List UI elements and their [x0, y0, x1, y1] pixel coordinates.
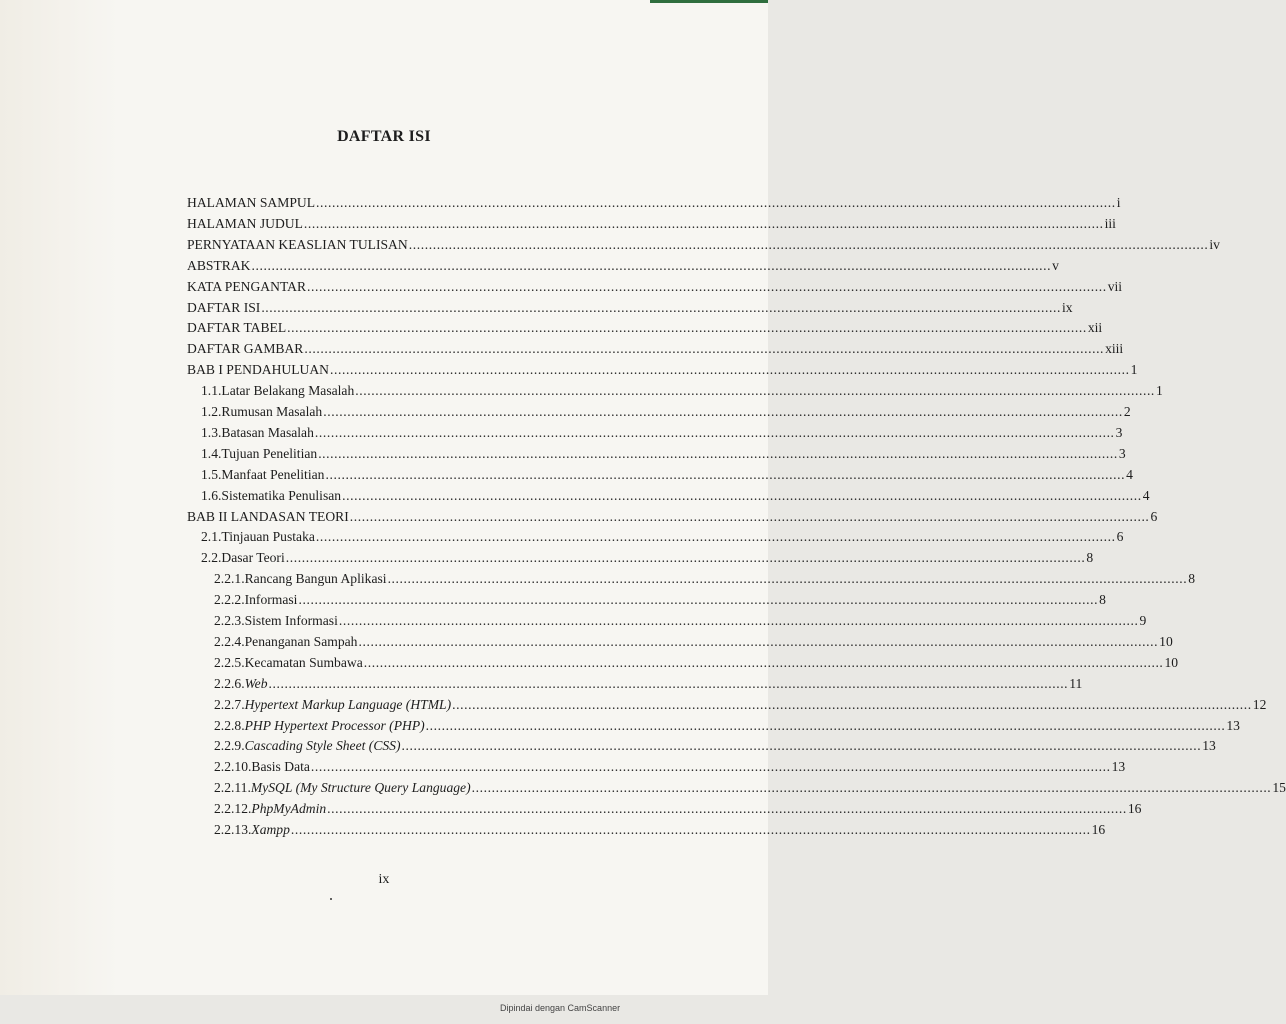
toc-entry [187, 507, 1158, 527]
toc-entry [187, 214, 1116, 234]
toc-entry [201, 465, 1133, 485]
toc-entry-label: Web [244, 675, 268, 691]
toc-entry-number: 2.2.2. [214, 592, 245, 608]
toc-entry-number: 1.5. [201, 466, 222, 482]
toc-entry [214, 653, 1179, 673]
toc-dot-leader: ........................................................................................................................................................................................................ [327, 801, 1127, 817]
toc-dot-leader: ........................................................................................................................................................................................................ [425, 717, 1226, 733]
toc-entry-label: Basis Data [251, 759, 310, 775]
toc-dot-leader: ........................................................................................................................................................................................................ [298, 592, 1099, 608]
toc-entry [201, 527, 1124, 547]
toc-dot-leader: ........................................................................................................................................................................................................ [349, 508, 1150, 524]
toc-dot-leader: ........................................................................................................................................................................................................ [355, 383, 1155, 399]
toc-entry [214, 590, 1106, 610]
toc-dot-leader: ........................................................................................................................................................................................................ [287, 320, 1087, 336]
toc-entry-label: Xampp [251, 822, 290, 837]
toc-dot-leader: ........................................................................................................................................................................................................ [342, 487, 1142, 503]
toc-dot-leader: ........................................................................................................................................................................................................ [303, 215, 1104, 231]
toc-entry-page: 12 [1252, 696, 1267, 712]
toc-entry-label: Penanganan Sampah [244, 633, 358, 649]
toc-dot-leader: ........................................................................................................................................................................................................ [329, 362, 1130, 378]
toc-entry [187, 298, 1073, 318]
toc-entry [214, 632, 1173, 652]
toc-entry-label: KATA PENGANTAR [187, 278, 307, 294]
toc-entry [201, 402, 1131, 422]
toc-entry [201, 381, 1163, 401]
toc-entry [187, 256, 1059, 276]
toc-dot-leader: ........................................................................................................................................................................................................ [358, 633, 1159, 649]
toc-entry-label: Batasan Masalah [221, 424, 314, 440]
toc-entry-number: 2.2.6. [214, 675, 245, 691]
toc-dot-leader: ........................................................................................................................................................................................................ [452, 696, 1252, 712]
toc-entry-page: 16 [1127, 801, 1142, 817]
toc-entry-label: HALAMAN JUDUL [187, 215, 303, 231]
toc-entry [187, 318, 1103, 338]
toc-entry-label: PERNYATAAN KEASLIAN TULISAN [187, 236, 408, 252]
toc-dot-leader: ........................................................................................................................................................................................................ [268, 675, 1069, 691]
toc-entry-number: 1.3. [201, 424, 222, 440]
toc-entry [187, 235, 1220, 255]
toc-dot-leader: ........................................................................................................................................................................................................ [304, 341, 1105, 357]
toc-entry-label: Latar Belakang Masalah [221, 383, 355, 399]
toc-entry-page: 15 [1272, 780, 1286, 796]
toc-entry [214, 611, 1147, 631]
toc-entry-page: 8 [1099, 592, 1106, 608]
toc-entry-label: BAB II LANDASAN TEORI [187, 508, 349, 524]
toc-entry-label: PHP Hypertext Processor (PHP) [244, 717, 425, 733]
toc-entry-label: DAFTAR ISI [187, 299, 261, 315]
toc-entry-label: Kecamatan Sumbawa [244, 654, 363, 670]
scan-speck [330, 898, 332, 900]
toc-entry-page: 2 [1123, 404, 1131, 419]
toc-entry-label: Manfaat Penelitian [221, 466, 325, 482]
toc-entry-number: 2.2.5. [214, 654, 245, 670]
toc-entry-number: 2.2.11. [214, 780, 251, 796]
toc-dot-leader: ........................................................................................................................................................................................................ [251, 257, 1052, 273]
toc-dot-leader: ........................................................................................................................................................................................................ [338, 613, 1139, 628]
toc-entry-number: 2.2.13. [214, 822, 252, 837]
toc-entry-label: Cascading Style Sheet (CSS) [244, 738, 401, 754]
toc-entry-page: 3 [1115, 424, 1123, 440]
toc-dot-leader: ........................................................................................................................................................................................................ [471, 780, 1272, 796]
toc-entry-page: i [1116, 195, 1121, 210]
page-number: ix [378, 872, 390, 887]
toc-dot-leader: ........................................................................................................................................................................................................ [325, 466, 1126, 482]
toc-entry [214, 820, 1106, 840]
toc-dot-leader: ........................................................................................................................................................................................................ [318, 445, 1118, 461]
toc-entry [214, 736, 1216, 756]
toc-dot-leader: ........................................................................................................................................................................................................ [315, 529, 1116, 545]
scan-edge-line [650, 0, 768, 3]
toc-dot-leader: ........................................................................................................................................................................................................ [310, 759, 1111, 775]
toc-entry-label: Rumusan Masalah [221, 404, 323, 419]
toc-entry [201, 486, 1150, 506]
toc-dot-leader: ........................................................................................................................................................................................................ [408, 236, 1209, 252]
toc-entry-page: iii [1104, 215, 1116, 231]
toc-entry-label: DAFTAR GAMBAR [187, 341, 304, 357]
toc-entry-page: 13 [1202, 738, 1216, 754]
toc-entry-label: BAB I PENDAHULUAN [187, 362, 329, 378]
page-title: DAFTAR ISI [337, 128, 431, 145]
toc-entry-page: 16 [1091, 822, 1106, 837]
toc-dot-leader: ........................................................................................................................................................................................................ [307, 278, 1107, 294]
toc-entry [214, 799, 1142, 819]
toc-entry-page: 10 [1159, 633, 1173, 649]
toc-entry-label: MySQL (My Structure Query Language) [250, 780, 471, 796]
toc-entry-number: 1.1. [201, 383, 222, 399]
toc-entry [214, 695, 1267, 715]
toc-entry-page: xiii [1105, 341, 1124, 357]
toc-entry-page: 6 [1150, 508, 1158, 524]
toc-entry-number: 2.2.9. [214, 738, 245, 754]
toc-entry-number: 2.2.7. [214, 696, 245, 712]
toc-entry-number: 1.4. [201, 445, 222, 461]
toc-dot-leader: ........................................................................................................................................................................................................ [285, 550, 1086, 566]
toc-entry-page: v [1052, 257, 1059, 273]
toc-entry-label: ABSTRAK [187, 257, 251, 273]
toc-entry-page: 10 [1164, 654, 1179, 670]
toc-entry [187, 193, 1121, 213]
toc-entry-page: 3 [1118, 445, 1126, 461]
toc-entry-label: Tujuan Penelitian [221, 445, 318, 461]
toc-dot-leader: ........................................................................................................................................................................................................ [290, 822, 1091, 837]
toc-entry [201, 444, 1126, 464]
toc-entry-number: 1.2. [201, 404, 222, 419]
toc-entry [214, 757, 1126, 777]
toc-entry-number: 2.2.4. [214, 633, 245, 649]
toc-entry-label: Sistem Informasi [244, 613, 338, 628]
toc-entry-number: 2.2.12. [214, 801, 252, 817]
toc-entry-page: 8 [1086, 550, 1094, 566]
toc-entry-number: 2.1. [201, 529, 222, 545]
scanner-watermark: Dipindai dengan CamScanner [500, 1003, 621, 1013]
toc-entry-label: Hypertext Markup Language (HTML) [244, 696, 452, 712]
toc-entry-number: 1.6. [201, 487, 222, 503]
toc-entry [201, 423, 1123, 443]
toc-entry [187, 277, 1123, 297]
toc-entry-page: ix [1062, 299, 1073, 315]
toc-entry-page: 8 [1188, 571, 1196, 587]
toc-entry-number: 2.2.1. [214, 571, 245, 587]
toc-entry-page: 4 [1126, 466, 1133, 482]
toc-entry [214, 674, 1083, 694]
toc-dot-leader: ........................................................................................................................................................................................................ [387, 571, 1188, 587]
toc-entry [201, 548, 1094, 568]
toc-dot-leader: ........................................................................................................................................................................................................ [261, 299, 1061, 315]
toc-entry-label: HALAMAN SAMPUL [187, 195, 316, 210]
toc-entry [214, 778, 1286, 798]
toc-dot-leader: ........................................................................................................................................................................................................ [323, 404, 1123, 419]
toc-entry-label: DAFTAR TABEL [187, 320, 287, 336]
toc-entry-number: 2.2.10. [214, 759, 252, 775]
toc-entry-label: Rancang Bangun Aplikasi [244, 571, 387, 587]
toc-entry-page: 6 [1116, 529, 1124, 545]
toc-entry-number: 2.2.3. [214, 613, 245, 628]
toc-entry-page: iv [1209, 236, 1220, 252]
toc-dot-leader: ........................................................................................................................................................................................................ [363, 654, 1164, 670]
toc-entry-number: 2.2. [201, 550, 222, 566]
toc-entry-label: PhpMyAdmin [251, 801, 327, 817]
toc-entry-page: xii [1087, 320, 1103, 336]
toc-dot-leader: ........................................................................................................................................................................................................ [316, 195, 1116, 210]
toc-entry [214, 716, 1240, 736]
toc-entry-page: vii [1107, 278, 1123, 294]
toc-entry [187, 360, 1138, 380]
toc-entry-page: 1 [1155, 383, 1163, 399]
toc-entry-page: 1 [1130, 362, 1138, 378]
toc-entry-page: 4 [1142, 487, 1150, 503]
toc-entry-label: Sistematika Penulisan [221, 487, 342, 503]
toc-entry [187, 339, 1124, 359]
toc-entry-page: 11 [1069, 675, 1083, 691]
toc-entry-label: Tinjauan Pustaka [221, 529, 315, 545]
toc-entry-label: Dasar Teori [221, 550, 285, 566]
toc-entry-page: 9 [1139, 613, 1147, 628]
toc-entry-page: 13 [1226, 717, 1240, 733]
toc-dot-leader: ........................................................................................................................................................................................................ [314, 424, 1115, 440]
toc-entry [214, 569, 1196, 589]
toc-entry-number: 2.2.8. [214, 717, 245, 733]
toc-entry-page: 13 [1111, 759, 1126, 775]
toc-entry-label: Informasi [244, 592, 298, 608]
toc-dot-leader: ........................................................................................................................................................................................................ [401, 738, 1202, 754]
